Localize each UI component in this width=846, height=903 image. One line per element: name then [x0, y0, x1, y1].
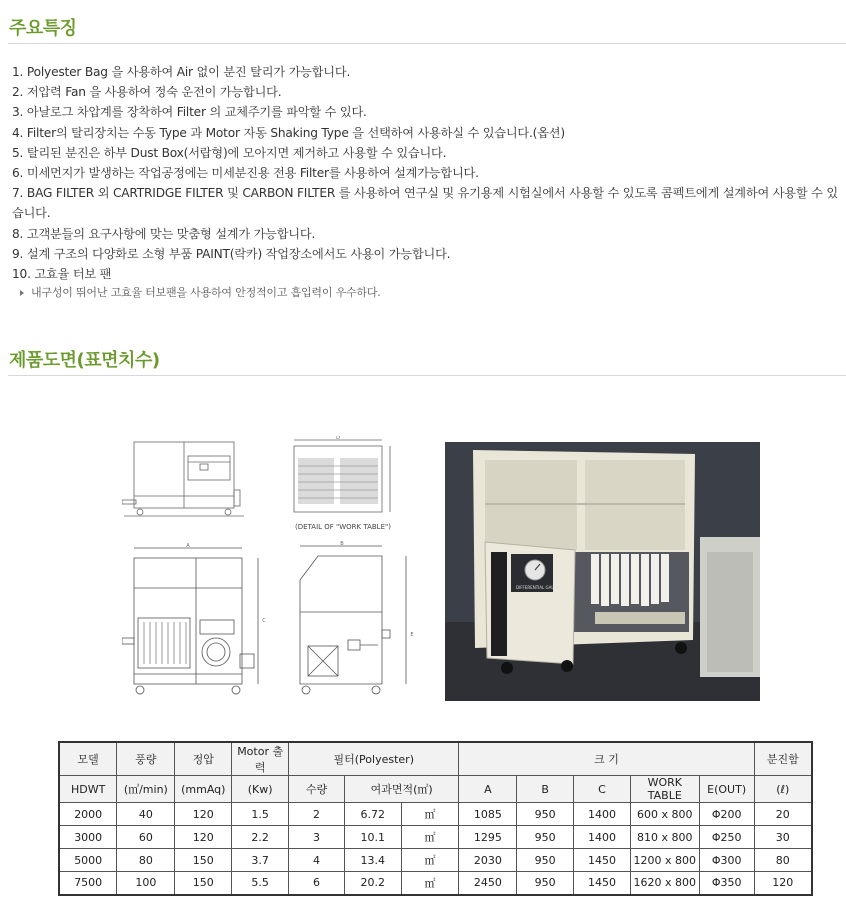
cell-e: Φ300: [699, 849, 754, 872]
cell-unit: ㎡: [401, 803, 459, 826]
table-row: [59, 872, 812, 895]
subheader-b: B: [517, 776, 574, 803]
feature-subnote-text: 내구성이 뛰어난 고효율 터보팬을 사용하여 안정적이고 흡입력이 우수하다.: [31, 286, 381, 300]
subheader-motor: (Kw): [232, 776, 289, 803]
subheader-e: E(OUT): [699, 776, 754, 803]
cell-qty: 2: [289, 803, 345, 826]
table-row: [59, 826, 812, 849]
cell-airflow: 40: [117, 803, 175, 826]
cell-a: 2030: [459, 849, 517, 872]
subheader-c: C: [574, 776, 631, 803]
header-static-pressure: 정압: [175, 742, 232, 776]
cell-work-table: 810 x 800: [630, 826, 699, 849]
cell-c: 1400: [574, 803, 631, 826]
cell-qty: 4: [289, 849, 345, 872]
header-motor: Motor 출력: [232, 742, 289, 776]
cell-motor: 1.5: [232, 803, 289, 826]
cell-e: Φ200: [699, 803, 754, 826]
cell-a: 1295: [459, 826, 517, 849]
cell-qty: 3: [289, 826, 345, 849]
cell-b: 950: [517, 826, 574, 849]
header-filter: 필터(Polyester): [289, 742, 459, 776]
cell-model: 2000: [59, 803, 117, 826]
cell-b: 950: [517, 803, 574, 826]
feature-item: 10. 고효율 터보 팬: [12, 267, 112, 282]
subheader-work-table: WORK TABLE: [630, 776, 699, 803]
cell-b: 950: [517, 849, 574, 872]
cell-motor: 5.5: [232, 872, 289, 895]
cell-work-table: 600 x 800: [630, 803, 699, 826]
cell-static: 120: [175, 826, 232, 849]
feature-item: 1. Polyester Bag 을 사용하여 Air 없이 분진 탈리가 가능합니다.: [12, 65, 351, 79]
detail-caption: (DETAIL OF "WORK TABLE"): [295, 523, 391, 531]
dim-e-label: E: [410, 632, 414, 638]
subheader-static: (mmAq): [175, 776, 232, 803]
features-heading: 주요특징: [9, 18, 77, 39]
cell-unit: ㎡: [401, 849, 459, 872]
cell-area: 13.4: [344, 849, 401, 872]
cell-static: 150: [175, 849, 232, 872]
cell-area: 6.72: [344, 803, 401, 826]
header-dustbox: 분진함: [754, 742, 812, 776]
drawing-heading: 제품도면(표면치수): [9, 350, 160, 371]
gauge-panel-label: DIFFERENTIAL GAUGE: [516, 585, 560, 590]
cell-static: 150: [175, 872, 232, 895]
feature-item: 2. 저압력 Fan 을 사용하여 정숙 운전이 가능합니다.: [12, 85, 282, 100]
cell-model: 7500: [59, 872, 117, 895]
product-photo: [445, 442, 760, 701]
spec-table: [58, 741, 813, 896]
features-divider: [8, 43, 846, 44]
cell-motor: 2.2: [232, 826, 289, 849]
cell-qty: 6: [289, 872, 345, 895]
feature-item: 4. Filter의 탈리장치는 수동 Type 과 Motor 자동 Shaking Type 을 선택하여 사용하실 수 있습니다.(옵션): [12, 125, 565, 140]
feature-item: 6. 미세먼지가 발생하는 작업공정에는 미세분진용 전용 Filter를 사용하여 설계가능합니다.: [12, 166, 479, 181]
subheader-qty: 수량: [289, 776, 345, 803]
feature-item: 8. 고객분들의 요구사항에 맞는 맞춤형 설계가 가능합니다.: [12, 226, 316, 241]
cell-b: 950: [517, 872, 574, 895]
dim-b-label: B: [340, 541, 344, 547]
cell-dustbox: 20: [754, 803, 812, 826]
subheader-model: HDWT: [59, 776, 117, 803]
header-size: 크 기: [459, 742, 754, 776]
subheader-a: A: [459, 776, 517, 803]
cell-static: 120: [175, 803, 232, 826]
cell-a: 2450: [459, 872, 517, 895]
cell-area: 10.1: [344, 826, 401, 849]
cell-area: 20.2: [344, 872, 401, 895]
triangle-bullet-icon: [20, 290, 24, 296]
header-model: 모델: [59, 742, 117, 776]
cell-airflow: 80: [117, 849, 175, 872]
cell-dustbox: 30: [754, 826, 812, 849]
cell-dustbox: 120: [754, 872, 812, 895]
cell-airflow: 60: [117, 826, 175, 849]
drawing-front-elevation: [122, 542, 270, 700]
cell-c: 1400: [574, 826, 631, 849]
cell-unit: ㎡: [401, 872, 459, 895]
subheader-dustbox: (ℓ): [754, 776, 812, 803]
header-airflow: 풍량: [117, 742, 175, 776]
features-list: [12, 62, 840, 302]
subheader-area: 여과면적(㎡): [344, 776, 459, 803]
feature-item: 7. BAG FILTER 외 CARTRIDGE FILTER 및 CARBON FILTER 를 사용하여 연구실 및 유기용제 시험실에서 사용할 수 있도록 콤펙트에게 설계하여 사용할 수 있습니다.: [12, 186, 838, 221]
drawing-side-elevation: [282, 540, 422, 700]
feature-item: 9. 설계 구조의 다양화로 소형 부품 PAINT(락카) 작업장소에서도 사용이 가능합니다.: [12, 246, 451, 261]
cell-unit: ㎡: [401, 826, 459, 849]
cell-e: Φ250: [699, 826, 754, 849]
drawing-divider: [8, 375, 846, 376]
cell-c: 1450: [574, 872, 631, 895]
cell-c: 1450: [574, 849, 631, 872]
cell-model: 3000: [59, 826, 117, 849]
cell-work-table: 1620 x 800: [630, 872, 699, 895]
dim-a-label: A: [186, 543, 190, 549]
cell-e: Φ350: [699, 872, 754, 895]
drawing-top-front: [122, 438, 247, 520]
dim-d-label: D: [336, 436, 340, 441]
table-header-row: [59, 742, 812, 776]
cell-dustbox: 80: [754, 849, 812, 872]
dim-c-label: C: [262, 618, 266, 624]
cell-a: 1085: [459, 803, 517, 826]
table-row: [59, 803, 812, 826]
cell-motor: 3.7: [232, 849, 289, 872]
subheader-airflow: (㎥/min): [117, 776, 175, 803]
cell-work-table: 1200 x 800: [630, 849, 699, 872]
table-subheader-row: [59, 776, 812, 803]
feature-item: 5. 탈리된 분진은 하부 Dust Box(서랍형)에 모아지면 제거하고 사용할 수 있습니다.: [12, 145, 447, 160]
cell-model: 5000: [59, 849, 117, 872]
drawing-work-table-detail: [280, 436, 405, 536]
table-row: [59, 849, 812, 872]
cell-airflow: 100: [117, 872, 175, 895]
feature-item: 3. 아날로그 차압계를 장착하여 Filter 의 교체주기를 파악할 수 있다.: [12, 105, 367, 120]
feature-subnote: [12, 284, 840, 302]
